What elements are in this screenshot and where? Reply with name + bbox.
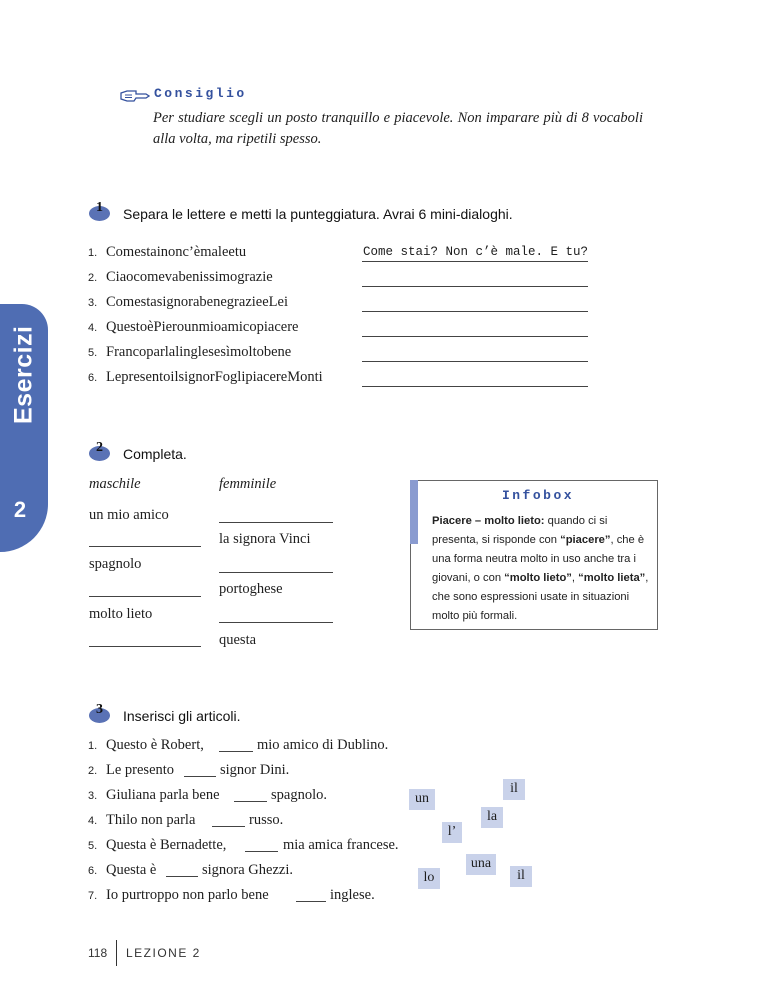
article-tile[interactable]: il bbox=[503, 779, 525, 800]
fem-word: questa bbox=[219, 632, 257, 648]
ex1-item-number: 2. bbox=[88, 272, 98, 284]
ex3-item-text-b: signora Ghezzi. bbox=[202, 862, 293, 878]
ex3-item-number: 2. bbox=[88, 765, 98, 777]
masc-word: un mio amico bbox=[89, 507, 169, 523]
blank-line[interactable] bbox=[212, 826, 245, 827]
ex1-answer: Come stai? Non c’è male. E tu? bbox=[363, 245, 589, 259]
ex1-item-number: 4. bbox=[88, 322, 98, 334]
ex1-item-text: Comestainonc’èmaleetu bbox=[106, 244, 247, 260]
blank-line[interactable] bbox=[234, 801, 267, 802]
blank-line[interactable] bbox=[245, 851, 278, 852]
tip-title: Consiglio bbox=[154, 86, 247, 101]
article-tile[interactable]: la bbox=[481, 807, 503, 828]
infobox-text-part: quando ci si presenta, si risponde con bbox=[432, 515, 608, 546]
ex3-item-number: 1. bbox=[88, 740, 98, 752]
exercise-3-title: Inserisci gli articoli. bbox=[123, 708, 241, 724]
infobox-term: Piacere – molto lieto: bbox=[432, 515, 545, 527]
answer-line[interactable] bbox=[219, 522, 333, 523]
ex1-item-number: 3. bbox=[88, 297, 98, 309]
tip-text: Per studiare scegli un posto tranquillo e piacevole. Non imparare più di 8 vocaboli alla volta, ma ripetili spesso. bbox=[153, 110, 643, 147]
ex3-item-text-a: Le presento bbox=[106, 762, 175, 778]
ex3-item-text-b: mia amica francese. bbox=[283, 837, 399, 853]
article-tile[interactable]: una bbox=[466, 854, 496, 875]
ex3-item-text-a: Questa è Bernadette, bbox=[106, 837, 227, 853]
infobox-title: Infobox bbox=[501, 488, 575, 503]
answer-line[interactable] bbox=[362, 311, 588, 312]
ex1-item-text: Ciaocomevabenissimograzie bbox=[106, 269, 273, 285]
article-tile[interactable]: lo bbox=[418, 868, 440, 889]
infobox-accent-bar bbox=[410, 480, 418, 544]
ex3-item-number: 5. bbox=[88, 840, 98, 852]
blank-line[interactable] bbox=[166, 876, 198, 877]
ex3-item-text-a: Giuliana parla bene bbox=[106, 787, 220, 803]
answer-line[interactable] bbox=[89, 646, 201, 647]
ex1-item-text: Francoparlalinglesesìmoltobene bbox=[106, 344, 292, 360]
ex3-item-text-b: mio amico di Dublino. bbox=[257, 737, 389, 753]
answer-line[interactable] bbox=[219, 622, 333, 623]
ex1-item-number: 5. bbox=[88, 347, 98, 359]
ex3-item-text-b: inglese. bbox=[330, 887, 375, 903]
side-tab-label: Esercizi bbox=[9, 325, 38, 425]
article-tile[interactable]: un bbox=[409, 789, 435, 810]
answer-line[interactable] bbox=[89, 546, 201, 547]
answer-line[interactable] bbox=[89, 596, 201, 597]
answer-line[interactable] bbox=[362, 361, 588, 362]
footer-lesson: LEZIONE 2 bbox=[126, 946, 201, 960]
fem-word: la signora Vinci bbox=[219, 531, 311, 547]
masc-word: spagnolo bbox=[89, 556, 142, 572]
infobox-text bbox=[432, 512, 650, 626]
exercise-3-number: 3 bbox=[96, 702, 103, 717]
exercise-1-title: Separa le lettere e metti la punteggiatura. Avrai 6 mini-dialoghi. bbox=[123, 206, 513, 222]
footer-divider bbox=[116, 940, 117, 966]
ex3-item-text-a: Io purtroppo non parlo bene bbox=[106, 887, 269, 903]
masc-word: molto lieto bbox=[89, 606, 153, 622]
ex3-item-text-b: russo. bbox=[249, 812, 284, 828]
answer-line[interactable] bbox=[219, 572, 333, 573]
infobox-text-part: , che è una forma neutra molto in uso anche tra i giovani, o con bbox=[432, 534, 645, 584]
answer-line[interactable] bbox=[362, 286, 588, 287]
ex3-item-text-a: Questa è bbox=[106, 862, 157, 878]
ex1-item-number: 1. bbox=[88, 247, 98, 259]
ex3-item-text-a: Questo è Robert, bbox=[106, 737, 204, 753]
fem-word: portoghese bbox=[219, 581, 283, 597]
ex1-item-text: QuestoèPierounmioamicopiacere bbox=[106, 319, 299, 335]
ex3-item-text-b: spagnolo. bbox=[271, 787, 327, 803]
infobox-text-part: , che sono espressioni usate in situazioni molto più formali. bbox=[432, 572, 649, 622]
ex3-item-number: 3. bbox=[88, 790, 98, 802]
blank-line[interactable] bbox=[296, 901, 326, 902]
answer-line[interactable] bbox=[362, 386, 588, 387]
column-header-fem: femminile bbox=[219, 476, 277, 492]
infobox-text-part: , bbox=[571, 572, 579, 584]
infobox-quote: “molto lieto” bbox=[504, 572, 572, 584]
answer-line[interactable] bbox=[362, 336, 588, 337]
ex3-item-number: 7. bbox=[88, 890, 98, 902]
ex1-item-number: 6. bbox=[88, 372, 98, 384]
article-tile[interactable]: l’ bbox=[442, 822, 462, 843]
blank-line[interactable] bbox=[219, 751, 253, 752]
answer-line[interactable] bbox=[362, 261, 588, 262]
exercise-2-title: Completa. bbox=[123, 446, 187, 462]
ex3-item-text-b: signor Dini. bbox=[220, 762, 290, 778]
infobox-quote: “molto lieta” bbox=[578, 572, 646, 584]
ex1-item-text: ComestasignorabenegrazieeLei bbox=[106, 294, 288, 310]
article-tile[interactable]: il bbox=[510, 866, 532, 887]
ex1-item-text: LepresentoilsignorFoglipiacereMonti bbox=[106, 369, 323, 385]
infobox-quote: “piacere” bbox=[560, 534, 611, 546]
pointing-hand-icon bbox=[120, 88, 150, 104]
lesson-number: 2 bbox=[13, 497, 27, 522]
ex3-item-number: 4. bbox=[88, 815, 98, 827]
exercise-2-number: 2 bbox=[96, 440, 103, 455]
ex3-item-number: 6. bbox=[88, 865, 98, 877]
ex3-item-text-a: Thilo non parla bbox=[106, 812, 196, 828]
column-header-masc: maschile bbox=[89, 476, 141, 492]
blank-line[interactable] bbox=[184, 776, 216, 777]
exercise-1-number: 1 bbox=[96, 200, 103, 215]
page-number: 118 bbox=[88, 946, 108, 960]
